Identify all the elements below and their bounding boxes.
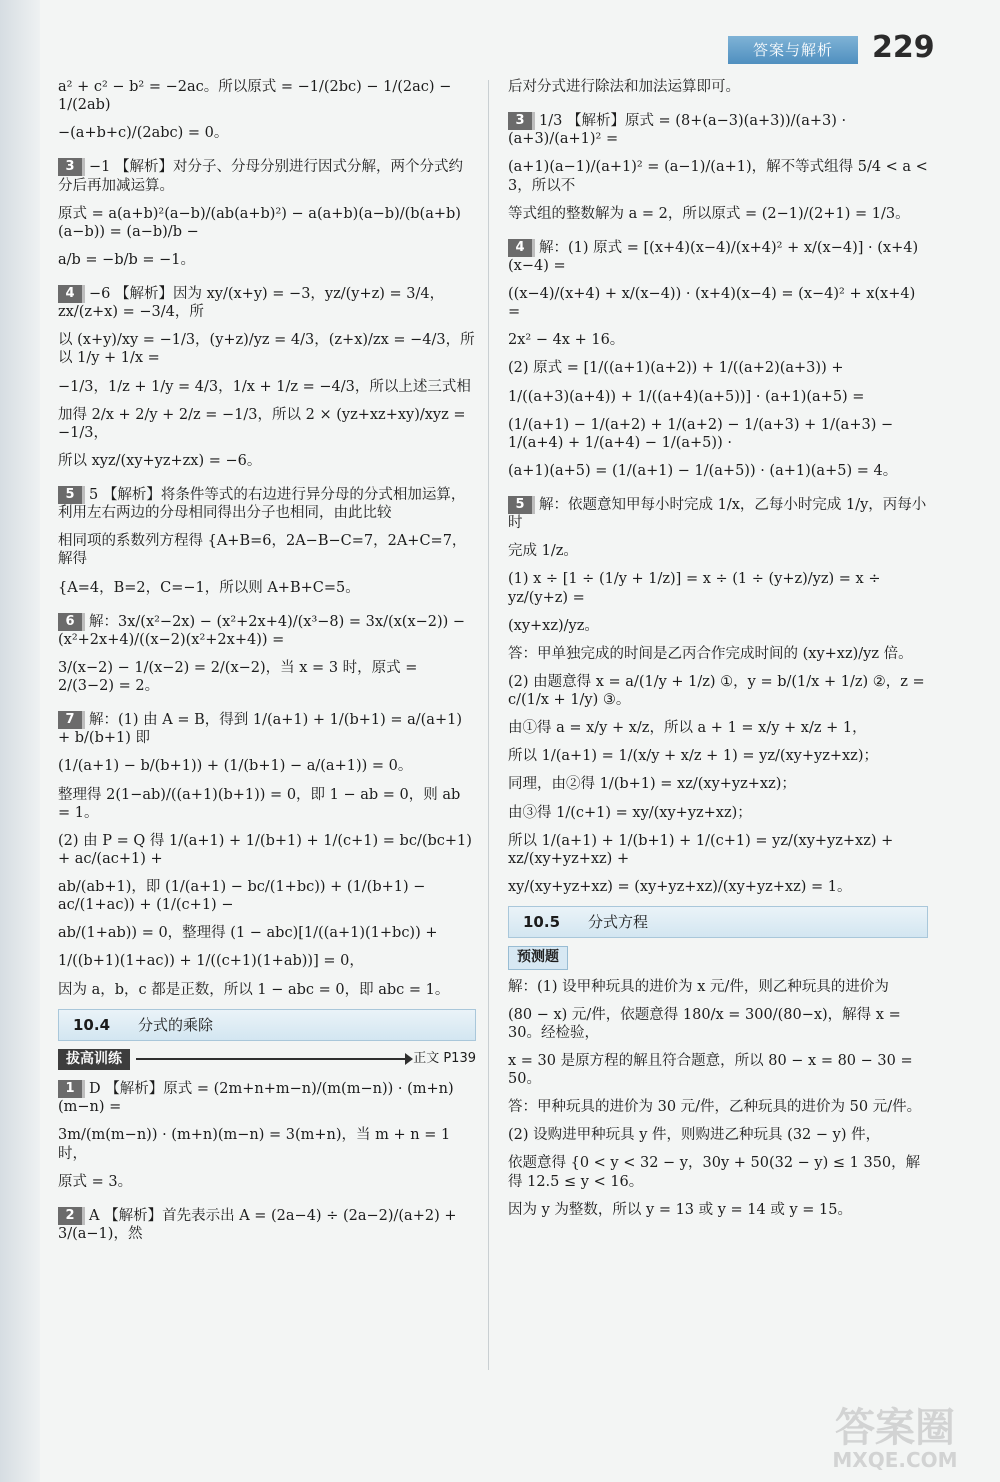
text-line: (a+1)(a+5) = (1/(a+1) − 1/(a+5)) · (a+1)(a+5) = 4。 [508, 462, 898, 479]
text-line: ((x−4)/(x+4) + x/(x−4)) · (x+4)(x−4) = (x−4)² + x(x+4) = [508, 286, 916, 321]
right-column [508, 78, 928, 1229]
exercise-4 [508, 239, 928, 480]
text-line: 1/((a+3)(a+4)) + 1/((a+4)(a+5))] · (a+1)(a+5) = [508, 388, 865, 405]
text-line: 加得 2/x + 2/y + 2/z = −1/3，所以 2 × (yz+xz+xy)/xyz = −1/3， [58, 406, 466, 441]
prediction-solution [508, 978, 928, 1219]
question-3 [58, 158, 476, 269]
text-line: 后对分式进行除法和加法运算即可。 [508, 79, 740, 95]
question-text: 1/3 【解析】原式 = (8+(a−3)(a+3))/(a+3) · (a+3)/(a+1)² = [508, 113, 847, 148]
text-line: 由③得 1/(c+1) = xy/(xy+yz+xz)； [508, 804, 752, 821]
text-line: 解：(1) 设甲种玩具的进价为 x 元/件，则乙种玩具的进价为 [508, 978, 889, 995]
watermark-url: MXQE.COM [832, 1448, 958, 1472]
exercise-banner [58, 1049, 476, 1071]
text-line: −1/3，1/z + 1/y = 4/3，1/x + 1/z = −4/3，所以上述三式相 [58, 378, 471, 395]
left-column [58, 78, 476, 1253]
text-line: (2) 设购进甲种玩具 y 件，则购进乙种玩具 (32 − y) 件， [508, 1127, 881, 1144]
text-line: (2) 原式 = [1/((a+1)(a+2)) + 1/((a+2)(a+3)) + [508, 360, 844, 377]
text-line: 所以 1/(a+1) = 1/(x/y + x/z + 1) = yz/(xy+yz+xz)； [508, 748, 878, 765]
textbook-page-ref: 正文 P139 [413, 1051, 476, 1067]
question-text: 5 【解析】将条件等式的右边进行异分母的分式相加运算，利用左右两边的分母相同得出分子也相同，由此比较 [58, 487, 466, 522]
text-line: (80 − x) 元/件，依题意得 180/x = 300/(80−x)，解得 x = 30。经检验， [508, 1006, 901, 1041]
exercise-2 [58, 1207, 476, 1243]
text-line: 答：甲种玩具的进价为 30 元/件，乙种玩具的进价为 50 元/件。 [508, 1099, 922, 1116]
text-line: 因为 a，b，c 都是正数，所以 1 − abc = 0，即 abc = 1。 [58, 981, 450, 998]
question-6 [58, 613, 476, 696]
arrow-icon [136, 1058, 407, 1060]
question-number-badge: 4 [58, 285, 85, 303]
text-line: (2) 由 P = Q 得 1/(a+1) + 1/(b+1) + 1/(c+1) = bc/(bc+1) + ac/(ac+1) + [58, 832, 472, 867]
text-line: 整理得 2(1−ab)/((a+1)(b+1)) = 0，即 1 − ab = 0，则 ab = 1。 [58, 786, 461, 821]
question-number-badge: 3 [58, 158, 85, 176]
column-divider [488, 80, 489, 1370]
text-line: (1/(a+1) − 1/(a+2) + 1/(a+2) − 1/(a+3) + 1/(a+3) − 1/(a+4) + 1/(a+4) − 1/(a+5)) · [508, 416, 894, 451]
watermark-text: 答案圈 [835, 1405, 955, 1451]
text-line: 以 (x+y)/xy = −1/3，(y+z)/yz = 4/3，(z+x)/zx = −4/3，所以 1/y + 1/x = [58, 332, 475, 367]
text-line: 完成 1/z。 [508, 543, 578, 560]
text-line: −(a+b+c)/(2abc) = 0。 [58, 125, 229, 142]
text-line: x = 30 是原方程的解且符合题意，所以 80 − x = 80 − 30 = 50。 [508, 1052, 913, 1087]
exercise-3 [508, 112, 928, 223]
text-line: ab/(ab+1)，即 (1/(a+1) − bc/(1+bc)) + (1/(b+1) − ac/(1+ac)) + (1/(c+1) − [58, 879, 426, 914]
text-line: a/b = −b/b = −1。 [58, 251, 196, 268]
question-number-badge: 5 [58, 486, 85, 504]
exercise-label: 拔高训练 [58, 1049, 130, 1071]
question-4 [58, 285, 476, 470]
question-number-badge: 7 [58, 711, 85, 729]
text-line: (1/(a+1) − b/(b+1)) + (1/(b+1) − a/(a+1)) = 0。 [58, 758, 413, 775]
text-line: a² + c² − b² = −2ac。所以原式 = −1/(2bc) − 1/(2ac) − 1/(2ab) [58, 79, 452, 114]
exercise-1 [58, 1080, 476, 1191]
question-text: −6 【解析】因为 xy/(x+y) = −3，yz/(y+z) = 3/4，zx/(z+x) = −3/4，所 [58, 286, 445, 321]
question-number-badge: 1 [58, 1080, 85, 1098]
text-line: (2) 由题意得 x = a/(1/y + 1/z) ①，y = b/(1/x + 1/z) ②，z = c/(1/x + 1/y) ③。 [508, 673, 925, 708]
page-number: 229 [872, 30, 935, 65]
text-line: 等式组的整数解为 a = 2，所以原式 = (2−1)/(2+1) = 1/3。 [508, 205, 910, 222]
prediction-label: 预测题 [508, 946, 568, 970]
text-line: (a+1)(a−1)/(a+1)² = (a−1)/(a+1)，解不等式组得 5/4 < a < 3，所以不 [508, 159, 928, 194]
text-line: 3/(x−2) − 1/(x−2) = 2/(x−2)，当 x = 3 时，原式 = 2/(3−2) = 2。 [58, 659, 418, 694]
question-number-badge: 3 [508, 112, 535, 130]
text-line: (xy+xz)/yz。 [508, 617, 599, 634]
question-text: A 【解析】首先表示出 A = (2a−4) ÷ (2a−2)/(a+2) + 3/(a−1)，然 [58, 1207, 457, 1242]
section-title: 分式方程 [588, 913, 649, 931]
text-line: 同理，由②得 1/(b+1) = xz/(xy+yz+xz)； [508, 776, 796, 793]
text-line: 相同项的系数列方程得 {A+B=6，2A−B−C=7，2A+C=7，解得 [58, 533, 467, 568]
text-line: 所以 xyz/(xy+yz+zx) = −6。 [58, 452, 262, 469]
text-line: 依题意得 {0 < y < 32 − y，30y + 50(32 − y) ≤ 1 350，解得 12.5 ≤ y < 16。 [508, 1155, 921, 1190]
text-line: xy/(xy+yz+xz) = (xy+yz+xz)/(xy+yz+xz) = 1。 [508, 878, 852, 895]
question-5 [58, 486, 476, 597]
question-number-badge: 4 [508, 239, 535, 257]
text-line: ab/(1+ab)) = 0，整理得 (1 − abc)[1/((a+1)(1+bc)) + [58, 925, 438, 942]
question-number-badge: 6 [58, 613, 85, 631]
text-line: 原式 = 3。 [58, 1173, 133, 1190]
text-line: 因为 y 为整数，所以 y = 13 或 y = 14 或 y = 15。 [508, 1201, 852, 1218]
section-header-tag: 答案与解析 [728, 36, 858, 64]
page-edge-shade [0, 0, 40, 1482]
question-text: 解：3x/(x²−2x) − (x²+2x+4)/(x³−8) = 3x/(x(x−2)) − (x²+2x+4)/((x−2)(x²+2x+4)) = [58, 613, 466, 648]
section-code: 10.4 [73, 1015, 111, 1034]
question-text: D 【解析】原式 = (2m+n+m−n)/(m(m−n)) · (m+n)(m−n) = [58, 1081, 454, 1116]
question-number-badge: 5 [508, 496, 535, 514]
section-code: 10.5 [523, 913, 561, 931]
text-line: (1) x ÷ [1 ÷ (1/y + 1/z)] = x ÷ (1 ÷ (y+z)/yz) = x ÷ yz/(y+z) = [508, 571, 881, 606]
text-line: 2x² − 4x + 16。 [508, 332, 625, 349]
section-title: 分式的乘除 [138, 1015, 214, 1034]
question-text: 解：(1) 由 A = B，得到 1/(a+1) + 1/(b+1) = a/(a+1) + b/(b+1) 即 [58, 712, 462, 747]
text-line: 3m/(m(m−n)) · (m+n)(m−n) = 3(m+n)，当 m + n = 1 时， [58, 1127, 451, 1162]
section-heading-10-4 [58, 1009, 476, 1041]
question-number-badge: 2 [58, 1207, 85, 1225]
exercise-5 [508, 496, 928, 896]
text-line: 由①得 a = x/y + x/z，所以 a + 1 = x/y + x/z + 1， [508, 720, 867, 737]
text-line: 所以 1/(a+1) + 1/(b+1) + 1/(c+1) = yz/(xy+yz+xz) + xz/(xy+yz+xz) + [508, 832, 894, 867]
text-line: 答：甲单独完成的时间是乙丙合作完成时间的 (xy+xz)/yz 倍。 [508, 645, 913, 662]
section-heading-10-5 [508, 906, 928, 938]
text-line: {A=4，B=2，C=−1，所以则 A+B+C=5。 [58, 579, 360, 596]
text-line: 原式 = a(a+b)²(a−b)/(ab(a+b)²) − a(a+b)(a−b)/(b(a+b)(a−b)) = (a−b)/b − [58, 205, 461, 240]
question-7 [58, 711, 476, 999]
question-text: −1 【解析】对分子、分母分别进行因式分解，两个分式约分后再加减运算。 [58, 159, 463, 194]
text-line: 1/((b+1)(1+ac)) + 1/((c+1)(1+ab))] = 0， [58, 953, 364, 970]
watermark-logo [800, 1405, 990, 1478]
question-text: 解：(1) 原式 = [(x+4)(x−4)/(x+4)² + x/(x−4)] · (x+4)(x−4) = [508, 239, 919, 274]
question-text: 解：依题意知甲每小时完成 1/x，乙每小时完成 1/y，丙每小时 [508, 497, 927, 532]
